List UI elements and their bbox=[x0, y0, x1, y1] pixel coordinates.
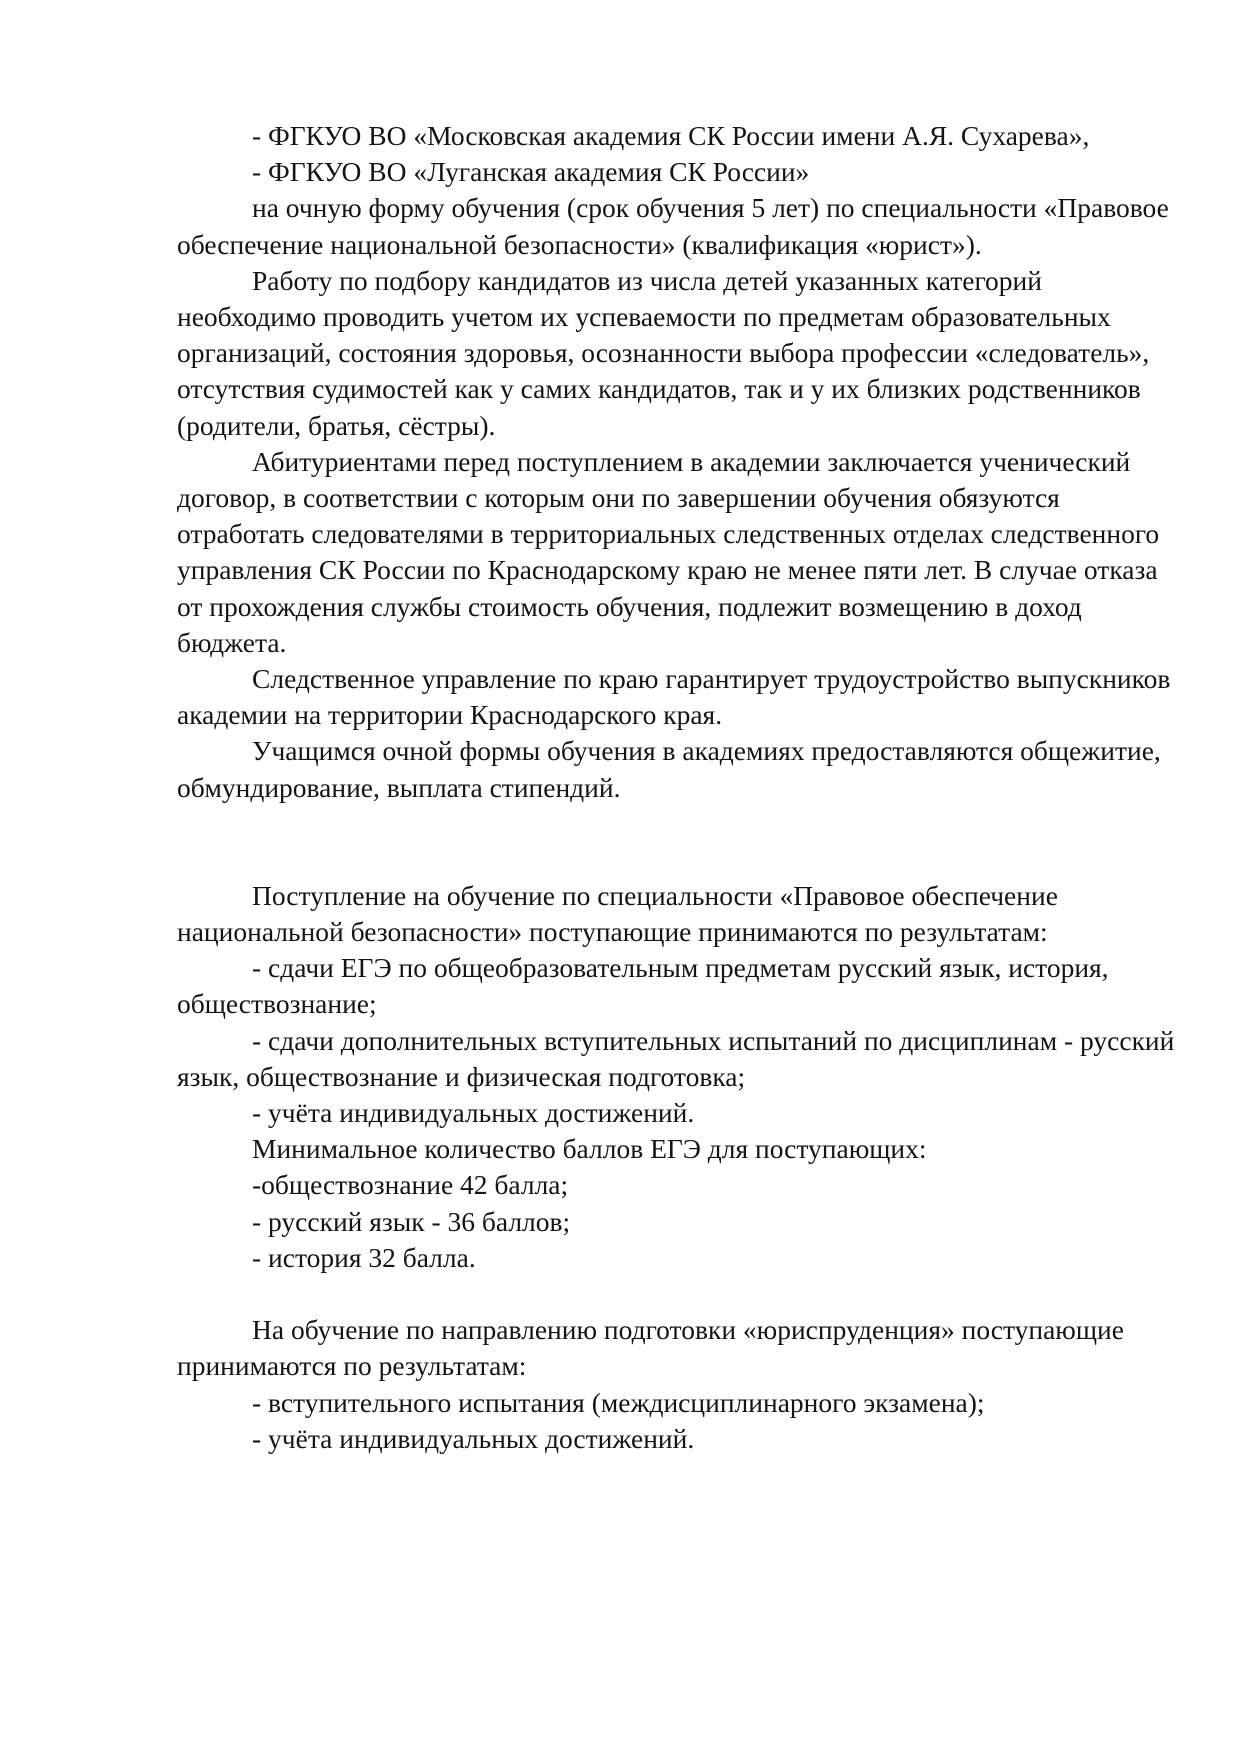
student-contract-paragraph: Абитуриентами перед поступлением в академии заключается ученический договор, в соответствии с которым они по завершении обучения обязуются отработать следователями в территориальных следственных отделах следственного управления СК России по Краснодарскому краю не менее пяти лет. В случае отказа от прохождения службы стоимость обучения, подлежит возмещению в доход бюджета. bbox=[177, 445, 1160, 658]
admission-item-exam: - вступительного испытания (междисциплинарного экзамена); bbox=[252, 1386, 985, 1418]
min-score-russian: - русский язык - 36 баллов; bbox=[252, 1205, 571, 1237]
study-form-paragraph: на очную форму обучения (срок обучения 5 лет) по специальности «Правовое обеспечение национальной безопасности» (квалификация «юрист»). bbox=[177, 192, 1169, 260]
admission-item-achievements: - учёта индивидуальных достижений. bbox=[252, 1422, 695, 1454]
admission-jurisprudence-intro: На обучение по направлению подготовки «юриспруденция» поступающие принимаются по результатам: bbox=[177, 1314, 1124, 1382]
admission-specialty-intro: Поступление на обучение по специальности «Правовое обеспечение национальной безопасности» поступающие принимаются по результатам: bbox=[177, 879, 1058, 948]
admission-item-achievements: - учёта индивидуальных достижений. bbox=[252, 1097, 695, 1129]
academy-moscow-line: - ФГКУО ВО «Московская академия СК России имени А.Я. Сухарева», bbox=[252, 120, 1090, 151]
section-spacer bbox=[177, 806, 1177, 878]
document-body bbox=[177, 118, 1177, 1457]
academy-lugansk-line: - ФГКУО ВО «Луганская академия СК России» bbox=[252, 156, 810, 188]
min-score-history: - история 32 балла. bbox=[252, 1241, 476, 1273]
section-spacer bbox=[177, 1276, 1177, 1312]
min-score-social-studies: -обществознание 42 балла; bbox=[252, 1169, 569, 1201]
min-scores-heading: Минимальное количество баллов ЕГЭ для поступающих: bbox=[252, 1133, 927, 1165]
candidate-selection-paragraph: Работу по подбору кандидатов из числа детей указанных категорий необходимо проводить учетом их успеваемости по предметам образовательных организаций, состояния здоровья, осознанности выбора профессии «следователь», отсутствия судимостей как у самих кандидатов, так и у их близких родственников (родители, братья, сёстры). bbox=[177, 264, 1150, 441]
student-benefits-paragraph: Учащимся очной формы обучения в академиях предоставляются общежитие, обмундирование, выплата стипендий. bbox=[177, 735, 1161, 803]
employment-guarantee-paragraph: Следственное управление по краю гарантирует трудоустройство выпускников академии на территории Краснодарского края. bbox=[177, 663, 1171, 731]
admission-item-ege: - сдачи ЕГЭ по общеобразовательным предметам русский язык, история, обществознание; bbox=[177, 952, 1109, 1020]
admission-item-additional-tests: - сдачи дополнительных вступительных испытаний по дисциплинам - русский язык, обществознание и физическая подготовка; bbox=[177, 1024, 1175, 1092]
